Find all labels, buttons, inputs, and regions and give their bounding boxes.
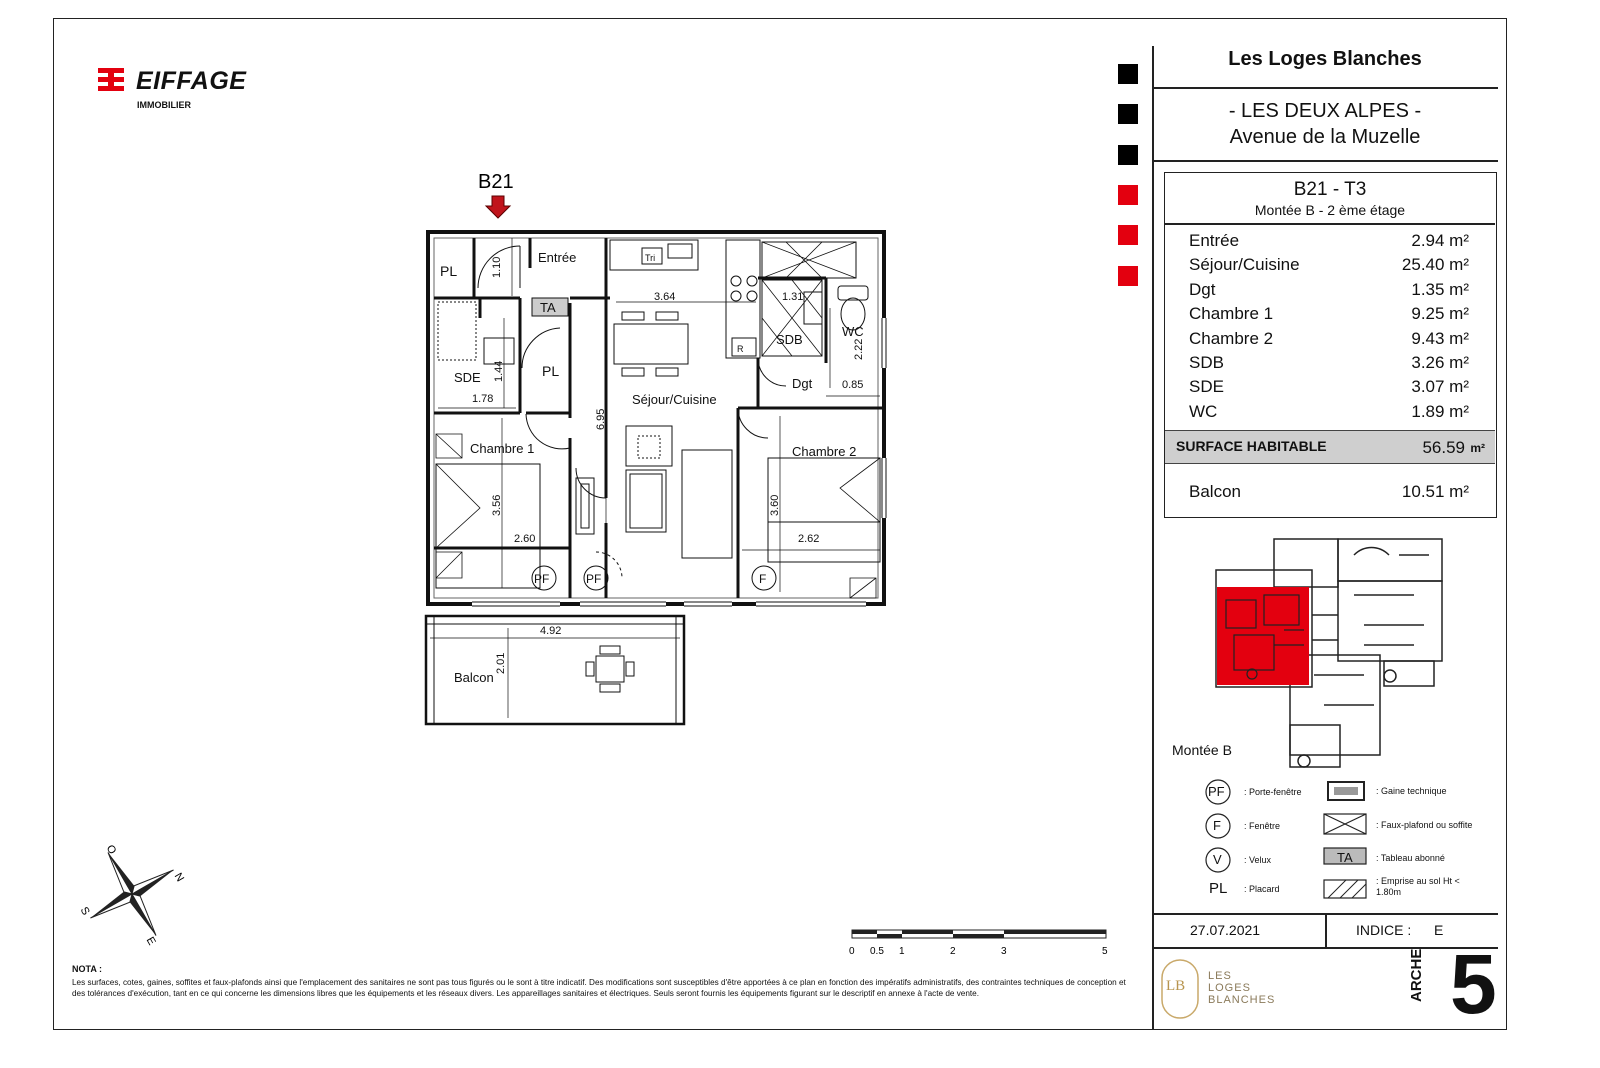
dim-144: 1.44 [493,360,505,382]
dim-131: 1.31 [782,291,804,303]
square-red-1 [1118,185,1138,205]
label-pl-b: PL [542,363,560,379]
square-black-2 [1118,104,1138,124]
surface-row [1165,430,1495,464]
room-name: Chambre 2 [1189,328,1274,348]
legend-ta-symbol: TA [1337,850,1353,865]
dim-085: 0.85 [842,379,864,391]
label-f-1: F [759,572,767,586]
dim-356: 3.56 [491,494,503,516]
dim-364: 3.64 [654,291,676,303]
surface-unit: m² [1470,441,1485,455]
arche-number: 5 [1450,937,1497,1031]
keyplan-label: Montée B [1172,742,1232,758]
indice-label: INDICE : [1356,922,1412,938]
brand-name: EIFFAGE [136,67,247,95]
brand-sub: IMMOBILIER [137,100,191,110]
label-r: R [737,344,744,354]
dim-695: 6.95 [595,408,607,430]
compass-n: N [171,871,187,884]
scale-tick-05: 0.5 [870,946,884,957]
label-dgt: Dgt [792,376,813,391]
legend-f-symbol: F [1213,818,1221,833]
label-sdb: SDB [776,332,803,347]
legend-emprise-text: : Emprise au sol Ht < 1.80m [1376,876,1460,897]
note-title: NOTA : [72,964,102,974]
room-area: 9.43 m² [1411,328,1469,348]
eiffage-mark-icon [98,68,128,96]
room-name: Séjour/Cuisine [1189,255,1300,275]
room-name: WC [1189,401,1218,421]
legend-v-symbol: V [1213,852,1222,867]
balcony-area: 10.51 m² [1401,482,1469,501]
label-ta: TA [540,300,556,315]
dim-110: 1.10 [491,256,503,278]
dim-222: 2.22 [853,338,865,360]
room-name: Dgt [1189,279,1216,299]
label-sde: SDE [454,370,481,385]
dim-260: 2.60 [514,533,536,545]
square-black-1 [1118,64,1138,84]
label-pf-1: PF [534,572,550,586]
legend-pf-text: : Porte-fenêtre [1244,787,1302,797]
dim-201: 2.01 [495,652,507,674]
label-pf-2: PF [586,572,602,586]
unit-subtitle: Montée B - 2 ème étage [1254,202,1406,218]
scale-bar [846,926,1116,960]
plan-date: 27.07.2021 [1190,922,1261,938]
label-chambre1: Chambre 1 [470,441,535,456]
square-black-3 [1118,145,1138,165]
key-plan [1214,535,1454,775]
project-location-2: Avenue de la Muzelle [1229,126,1421,148]
room-area: 1.89 m² [1411,401,1469,421]
legend-pf-symbol: PF [1208,784,1225,799]
floor-plan [420,168,900,733]
label-tri: Tri [645,253,656,263]
surface-label: SURFACE HABITABLE [1176,438,1327,454]
legend-faux-plafond-text: : Faux-plafond ou soffite [1376,820,1473,830]
square-red-2 [1118,225,1138,245]
room-name: SDB [1189,353,1224,372]
legend-pl-text: : Placard [1244,884,1280,894]
room-area: 2.94 m² [1411,231,1469,250]
room-area: 3.07 m² [1411,377,1469,397]
scale-tick-0: 0 [849,946,855,957]
dim-492: 4.92 [540,625,562,637]
square-red-3 [1118,266,1138,286]
lb-monogram: LB [1166,978,1186,994]
arche-text: ARCHE [1408,948,1425,1002]
legend-v-text: : Velux [1244,855,1272,865]
compass-rose [70,838,200,958]
project-name: Les Loges Blanches [1228,48,1422,70]
label-entree: Entrée [538,250,577,265]
lb-line-3: BLANCHES [1208,994,1276,1006]
scale-tick-3: 3 [1001,946,1007,957]
room-area: 1.35 m² [1411,279,1469,299]
scale-tick-5: 5 [1102,946,1108,957]
dim-178: 1.78 [472,393,494,405]
legend-gaine-text: : Gaine technique [1376,786,1447,796]
unit-box [1164,172,1497,518]
label-wc: WC [842,324,864,339]
room-area: 25.40 m² [1401,255,1469,275]
surface-value: 56.59 [1422,438,1465,457]
room-area: 3.26 m² [1411,353,1469,372]
project-location-1: - LES DEUX ALPES - [1228,100,1422,122]
room-name: Entrée [1189,231,1240,250]
scale-tick-1: 1 [899,946,905,957]
dim-360: 3.60 [769,494,781,516]
dim-262: 2.62 [798,533,820,545]
note-text: Les surfaces, cotes, gaines, soffites et faux-plafonds ainsi que l'emplacement des sanitaires ne sont pas tous figurés ou le sont à titre indicatif. Des modifications sont susceptibles d'être apportées à ce plan en fonction des impératifs administratifs, des contraintes techniques de conception et des tolérances d'exécution, tant en ce qui concerne les dimensions libres que les équipements et les réseaux divers. Les appareillages sanitaires et électriques. Seuls seront fournis les équipements figurant sur le descriptif en annexe à l'acte de vente. [72,978,1126,998]
indice-value: E [1434,922,1444,938]
label-sejour: Séjour/Cuisine [632,392,717,407]
lb-line-1: LES [1208,970,1232,982]
legend-pl-symbol: PL [1209,880,1228,897]
label-chambre2: Chambre 2 [792,444,857,459]
legend-f-text: : Fenêtre [1244,821,1281,831]
entry-arrow-icon [486,196,510,218]
entry-marker-label: B21 [478,171,514,193]
legend-ta-text: : Tableau abonné [1376,853,1445,863]
unit-title: B21 - T3 [1293,179,1367,200]
compass-e: E [143,935,158,948]
compass-s: S [77,905,92,918]
label-balcon: Balcon [454,670,494,685]
room-name: Chambre 1 [1189,304,1274,324]
room-name: SDE [1189,377,1224,397]
room-area: 9.25 m² [1411,304,1469,324]
balcony-label: Balcon [1189,482,1241,501]
scale-tick-2: 2 [950,946,956,957]
label-pl-a: PL [440,263,458,279]
lb-line-2: LOGES [1208,982,1251,994]
compass-o: O [103,843,119,857]
